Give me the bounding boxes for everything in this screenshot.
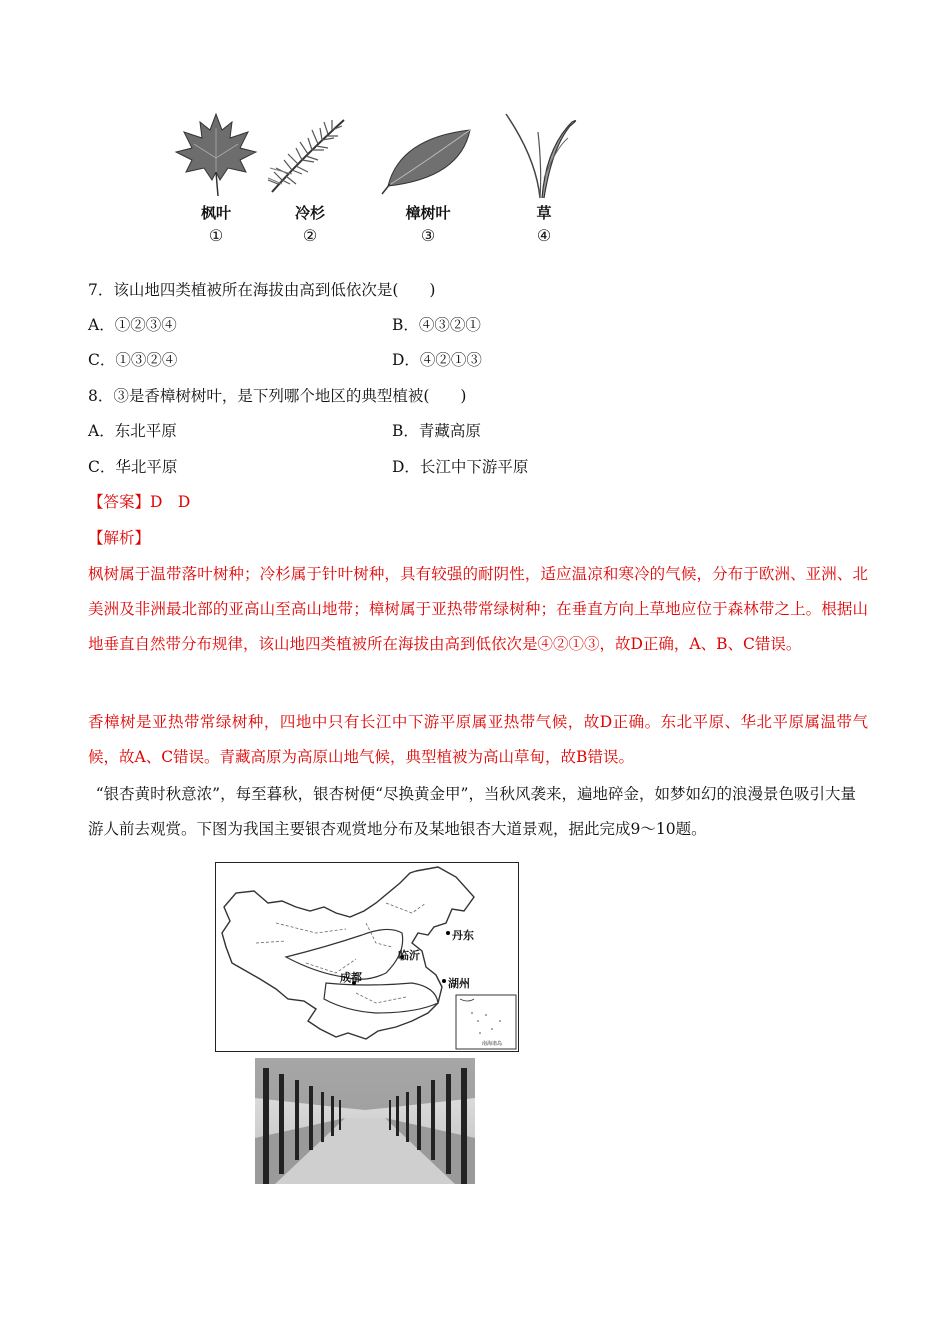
analysis-paragraph-2: 香樟树是亚热带常绿树种，四地中只有长江中下游平原属亚热带气候，故D正确。东北平原、华北平原属温带气候，故A、C错误。青藏高原为高原山地气候，典型植被为高山草甸，故B错误。 xyxy=(88,713,868,766)
question-7-option-a: A．①②③④ xyxy=(88,316,177,334)
ginkgo-avenue-photo xyxy=(255,1058,475,1184)
question-7-option-c: C．①③②④ xyxy=(88,351,178,369)
analysis-paragraph-1: 枫树属于温带落叶树种；冷杉属于针叶树种，具有较强的耐阴性，适应温凉和寒冷的气候，分布于欧洲、亚洲、北美洲及非洲最北部的亚高山至高山地带；樟树属于亚热带常绿树种；在垂直方向上草地应位于森林带之上。根据山地垂直自然带分布规律，该山地四类植被所在海拔由高到低依次是④②①③，故D正确，A、B、C错误。 xyxy=(88,565,868,653)
answer-line: 【答案】D D xyxy=(88,493,191,511)
map-label-dandong: 丹东 xyxy=(452,929,474,942)
map-label-chengdu: 成都 xyxy=(340,971,362,984)
leaf-number-3: ③ xyxy=(420,226,436,245)
leaf-caption-grass: 草 xyxy=(536,204,552,222)
leaf-number-4: ④ xyxy=(536,226,552,245)
question-8-option-b: B．青藏高原 xyxy=(392,422,481,440)
camphor-leaf-image xyxy=(380,108,476,200)
analysis-heading: 【解析】 xyxy=(88,529,151,547)
question-9-10-intro: “银杏黄时秋意浓”，每至暮秋，银杏树便“尽换黄金甲”，当秋风袭来，遍地碎金，如梦如幻的浪漫景色吸引大量游人前去观赏。下图为我国主要银杏观赏地分布及某地银杏大道景观，据此完成9～10题。 xyxy=(88,785,856,838)
map-label-inset: 南海诸岛 xyxy=(482,1041,503,1047)
leaf-caption-maple: 枫叶 xyxy=(200,204,231,222)
question-8-option-c: C．华北平原 xyxy=(88,458,178,476)
leaf-caption-camphor: 樟树叶 xyxy=(405,204,451,222)
question-7-stem: 7．该山地四类植被所在海拔由高到低依次是( ) xyxy=(88,281,436,299)
question-7-option-d: D．④②①③ xyxy=(392,351,482,369)
question-7-option-b: B．④③②① xyxy=(392,316,481,334)
leaf-number-2: ② xyxy=(302,226,318,245)
question-8-option-d: D．长江中下游平原 xyxy=(392,458,529,476)
maple-leaf-image xyxy=(168,108,264,200)
map-label-linyi: 临沂 xyxy=(398,949,420,962)
question-8-option-a: A．东北平原 xyxy=(88,422,177,440)
china-ginkgo-map xyxy=(215,862,519,1052)
fir-branch-image xyxy=(262,108,358,200)
leaf-caption-fir: 冷杉 xyxy=(294,204,325,222)
leaf-number-1: ① xyxy=(208,226,224,245)
map-label-huzhou: 湖州 xyxy=(448,977,470,990)
question-8-stem: 8．③是香樟树树叶，是下列哪个地区的典型植被( ) xyxy=(88,387,467,405)
grass-image xyxy=(496,108,592,200)
